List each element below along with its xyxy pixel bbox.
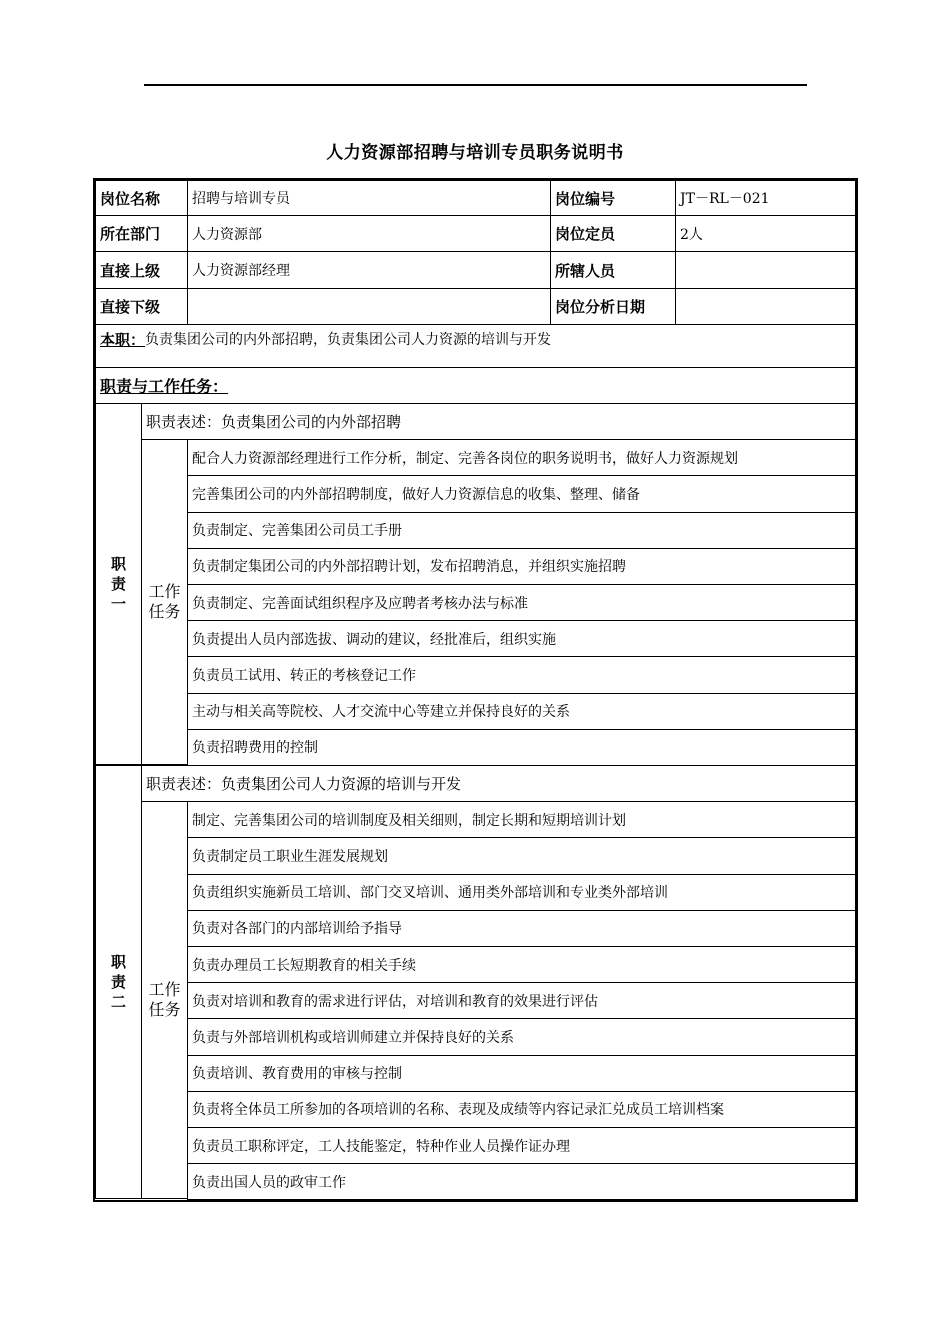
task-item: 负责制定集团公司的内外部招聘计划，发布招聘消息，并组织实施招聘 <box>187 548 856 585</box>
task-item: 完善集团公司的内外部招聘制度，做好人力资源信息的收集、整理、储备 <box>187 475 856 512</box>
task-item: 负责培训、教育费用的审核与控制 <box>187 1055 856 1092</box>
duty-description: 职责表述：负责集团公司的内外部招聘 <box>141 403 856 440</box>
analysis-date-label: 岗位分析日期 <box>550 288 676 325</box>
post-name-value: 招聘与培训专员 <box>187 180 551 216</box>
task-item: 负责制定、完善面试组织程序及应聘者考核办法与标准 <box>187 584 856 621</box>
task-item: 负责招聘费用的控制 <box>187 729 856 766</box>
work-task-label-line: 任务 <box>148 602 181 622</box>
staff-label: 所辖人员 <box>550 251 676 289</box>
dept-label: 所在部门 <box>95 215 188 252</box>
work-task-label <box>141 801 188 1199</box>
main-duty-row <box>95 324 856 368</box>
post-code-value: JT－RL－021 <box>675 180 856 216</box>
main-duty-label: 本职： <box>100 331 146 349</box>
task-item: 负责员工试用、转正的考核登记工作 <box>187 656 856 693</box>
superior-value: 人力资源部经理 <box>187 251 551 289</box>
staff-value <box>675 251 856 289</box>
duty-label-char: 职 <box>110 555 126 573</box>
subordinate-value <box>187 288 551 325</box>
duty-label-char: 责 <box>110 973 126 992</box>
duty-description: 职责表述：负责集团公司人力资源的培训与开发 <box>141 765 856 802</box>
task-item: 配合人力资源部经理进行工作分析，制定、完善各岗位的职务说明书，做好人力资源规划 <box>187 439 856 476</box>
post-name-label: 岗位名称 <box>95 180 188 216</box>
task-item: 负责对各部门的内部培训给予指导 <box>187 910 856 947</box>
quota-label: 岗位定员 <box>550 215 676 252</box>
task-item: 制定、完善集团公司的培训制度及相关细则，制定长期和短期培训计划 <box>187 801 856 838</box>
work-task-label-line: 工作 <box>148 582 181 602</box>
duty-label-char: 责 <box>110 575 126 593</box>
post-code-label: 岗位编号 <box>550 180 676 216</box>
main-duty-text: 负责集团公司的内外部招聘，负责集团公司人力资源的培训与开发 <box>145 332 552 348</box>
duties-heading: 职责与工作任务： <box>95 367 856 404</box>
work-task-label-line: 工作 <box>148 980 181 1000</box>
task-item: 负责制定员工职业生涯发展规划 <box>187 837 856 874</box>
task-item: 负责与外部培训机构或培训师建立并保持良好的关系 <box>187 1018 856 1055</box>
quota-value: 2人 <box>675 215 856 252</box>
work-task-label-line: 任务 <box>148 1000 181 1020</box>
duty-label <box>95 765 142 1199</box>
task-item: 负责办理员工长短期教育的相关手续 <box>187 946 856 983</box>
task-item: 负责对培训和教育的需求进行评估，对培训和教育的效果进行评估 <box>187 982 856 1019</box>
work-task-label <box>141 439 188 765</box>
duty-label-char: 一 <box>110 595 126 613</box>
task-item: 负责员工职称评定，工人技能鉴定，特种作业人员操作证办理 <box>187 1127 856 1164</box>
task-item: 负责出国人员的政审工作 <box>187 1163 856 1200</box>
duty-label <box>95 403 142 765</box>
task-item: 负责提出人员内部选拔、调动的建议，经批准后，组织实施 <box>187 620 856 657</box>
duty-label-char: 二 <box>110 993 126 1012</box>
task-item: 负责制定、完善集团公司员工手册 <box>187 512 856 549</box>
task-item: 主动与相关高等院校、人才交流中心等建立并保持良好的关系 <box>187 693 856 730</box>
analysis-date-value <box>675 288 856 325</box>
subordinate-label: 直接下级 <box>95 288 188 325</box>
header-rule <box>144 84 807 86</box>
document-title: 人力资源部招聘与培训专员职务说明书 <box>326 143 624 163</box>
dept-value: 人力资源部 <box>187 215 551 252</box>
task-item: 负责组织实施新员工培训、部门交叉培训、通用类外部培训和专业类外部培训 <box>187 874 856 911</box>
task-item: 负责将全体员工所参加的各项培训的名称、表现及成绩等内容记录汇兑成员工培训档案 <box>187 1091 856 1128</box>
duty-label-char: 职 <box>110 953 126 972</box>
superior-label: 直接上级 <box>95 251 188 289</box>
